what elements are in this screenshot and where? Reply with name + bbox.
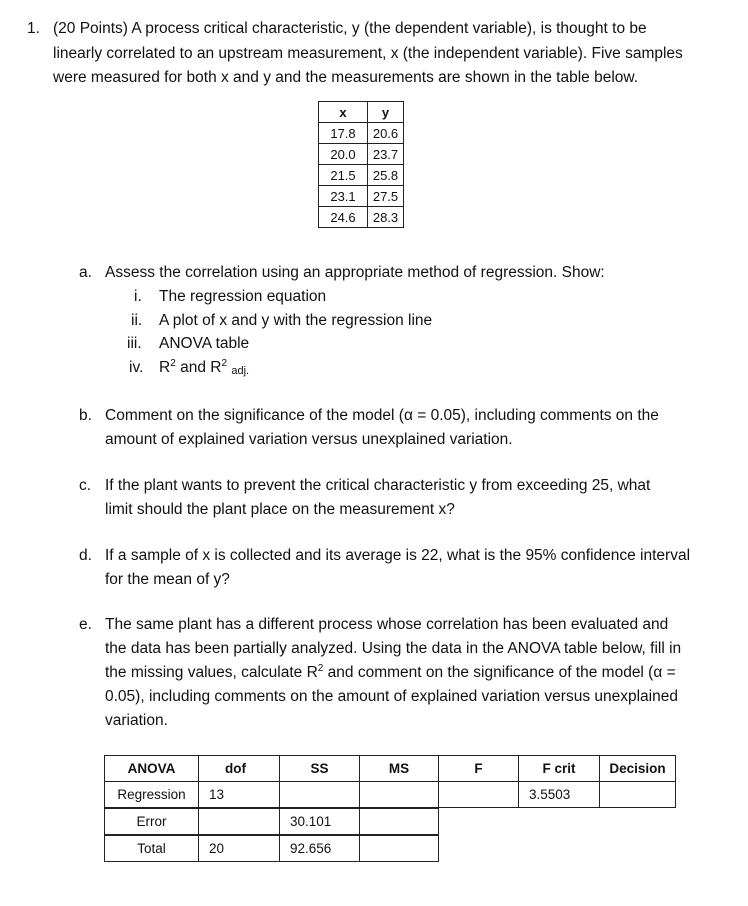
r-squared-adj-superscript: 2 [221, 358, 228, 369]
xy-header-x: x [319, 102, 368, 123]
anova-regression-f [438, 781, 519, 808]
xy-cell-x: 17.8 [319, 123, 368, 144]
part-c-line1: If the plant wants to prevent the critical characteristic y from exceeding 25, what [105, 477, 651, 494]
part-e-line2: the data has been partially analyzed. Using the data in the ANOVA table below, fill in [105, 640, 682, 657]
part-e-line3 [105, 661, 676, 687]
anova-regression-fcrit: 3.5503 [518, 781, 600, 808]
part-e-r-squared-superscript: 2 [317, 663, 324, 674]
part-a-item2-label: ii. [131, 312, 143, 329]
anova-total-source: Total [104, 835, 199, 862]
question-intro-line3: were measured for both x and y and the measurements are shown in the table below. [53, 69, 639, 86]
anova-total-ss: 92.656 [279, 835, 360, 862]
part-a-item1-text: The regression equation [159, 288, 327, 305]
question-number: 1. [27, 20, 40, 37]
anova-total-ms [359, 835, 439, 862]
anova-regression-dof: 13 [198, 781, 280, 808]
anova-header-dof [198, 755, 280, 782]
anova-error-source: Error [104, 808, 199, 835]
part-b-line2: amount of explained variation versus unexplained variation. [105, 431, 513, 448]
anova-regression-ss [279, 781, 360, 808]
table-row [319, 123, 404, 144]
xy-cell-x: 20.0 [319, 144, 368, 165]
anova-header-source: ANOVA [104, 755, 199, 782]
r-squared-superscript: 2 [170, 358, 176, 369]
part-a-item1-label: i. [134, 288, 142, 305]
anova-regression-source: Regression [104, 781, 199, 808]
r-squared-symbol: R [159, 359, 171, 376]
xy-cell-x: 21.5 [319, 165, 368, 186]
table-row [319, 165, 404, 186]
xy-cell-y: 27.5 [368, 186, 404, 207]
anova-regression-ms [359, 781, 439, 808]
xy-cell-y: 28.3 [368, 207, 404, 228]
part-d-line1: If a sample of x is collected and its average is 22, what is the 95% confidence interval [105, 547, 691, 564]
part-d-label: d. [79, 547, 92, 564]
xy-data-table [318, 101, 404, 228]
anova-error-ms [359, 808, 439, 835]
question-intro [53, 17, 647, 41]
xy-cell-y: 23.7 [368, 144, 404, 165]
part-e-label: e. [79, 616, 92, 633]
question-intro-line1: A process critical characteristic, y (the dependent variable), is thought to be [131, 20, 647, 37]
table-row [319, 144, 404, 165]
part-d-line2: for the mean of y? [105, 571, 230, 588]
question-intro-line2: linearly correlated to an upstream measurement, x (the independent variable). Five samples [53, 45, 683, 62]
part-a-item3-label: iii. [127, 335, 142, 352]
anova-header-dof-text: dof [225, 761, 246, 776]
part-e-line3-start: the missing values, calculate R [105, 664, 318, 681]
xy-header-y: y [368, 102, 404, 123]
anova-error-dof [198, 808, 280, 835]
part-e-line5: variation. [105, 712, 168, 729]
part-a-item2-text: A plot of x and y with the regression line [159, 312, 433, 329]
r-squared-adj-symbol: R [210, 359, 222, 376]
question-points: (20 Points) [53, 20, 128, 37]
xy-cell-y: 20.6 [368, 123, 404, 144]
part-e-line3-end: and comment on the significance of the model (α = [323, 664, 676, 681]
anova-table [104, 755, 676, 863]
part-b-label: b. [79, 407, 92, 424]
xy-cell-x: 24.6 [319, 207, 368, 228]
part-b-line1: Comment on the significance of the model (α = 0.05), including comments on the [105, 407, 659, 424]
anova-header-f: F [438, 755, 519, 782]
table-row [319, 186, 404, 207]
part-c-label: c. [79, 477, 92, 494]
anova-header-ms: MS [359, 755, 439, 782]
part-a-item4-text [159, 356, 249, 382]
part-a-item4-label: iv. [129, 359, 144, 376]
adj-subscript: adj. [231, 365, 250, 377]
part-e-line4: 0.05), including comments on the amount of explained variation versus unexplained [105, 688, 678, 705]
part-e-line1: The same plant has a different process whose correlation has been evaluated and [105, 616, 669, 633]
anova-header-ss: SS [279, 755, 360, 782]
xy-cell-y: 25.8 [368, 165, 404, 186]
part-a-label: a. [79, 264, 92, 281]
anova-regression-decision [599, 781, 676, 808]
anova-header-decision: Decision [599, 755, 676, 782]
anova-error-ss: 30.101 [279, 808, 360, 835]
xy-cell-x: 23.1 [319, 186, 368, 207]
xy-header-row [319, 102, 404, 123]
part-c-line2: limit should the plant place on the measurement x? [105, 501, 455, 518]
part-a-text: Assess the correlation using an appropriate method of regression. Show: [105, 264, 605, 281]
table-row [319, 207, 404, 228]
and-word: and [180, 359, 206, 376]
anova-header-fcrit: F crit [518, 755, 600, 782]
anova-total-dof: 20 [198, 835, 280, 862]
part-a-item3-text: ANOVA table [159, 335, 250, 352]
